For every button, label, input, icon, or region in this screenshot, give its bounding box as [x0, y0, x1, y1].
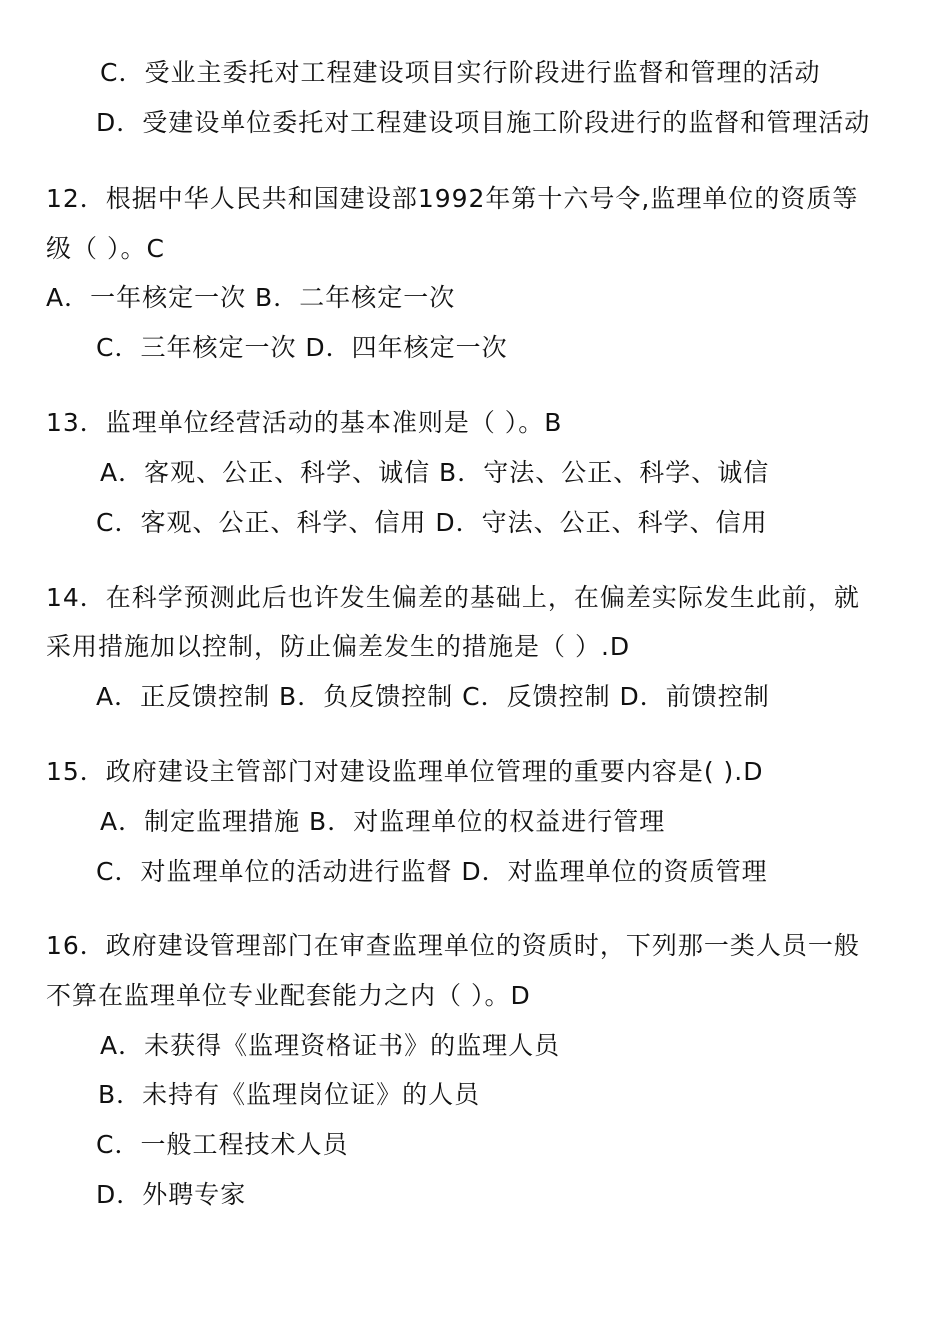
option-line: C．客观、公正、科学、信用 D．守法、公正、科学、信用 — [96, 508, 768, 537]
option-line: B．未持有《监理岗位证》的人员 — [98, 1080, 481, 1109]
option-line: A．制定监理措施 B．对监理单位的权益进行管理 — [100, 807, 666, 836]
question-stem: 级（ ）。C — [46, 234, 165, 263]
option-line: D．受建设单位委托对工程建设项目施工阶段进行的监督和管理活动 — [96, 108, 871, 137]
option-line: A．一年核定一次 B．二年核定一次 — [46, 283, 456, 312]
option-line: D．外聘专家 — [96, 1180, 247, 1209]
question-stem: 13．监理单位经营活动的基本准则是（ ）。B — [46, 408, 563, 437]
option-line: A．客观、公正、科学、诚信 B．守法、公正、科学、诚信 — [100, 458, 770, 487]
question-stem: 12．根据中华人民共和国建设部1992年第十六号令,监理单位的资质等 — [46, 184, 859, 213]
question-stem: 不算在监理单位专业配套能力之内（ ）。D — [46, 981, 531, 1010]
option-line: C．受业主委托对工程建设项目实行阶段进行监督和管理的活动 — [100, 58, 821, 87]
option-line: C．三年核定一次 D．四年核定一次 — [96, 333, 508, 362]
option-line: C．对监理单位的活动进行监督 D．对监理单位的资质管理 — [96, 857, 768, 886]
question-stem: 采用措施加以控制，防止偏差发生的措施是（ ）.D — [46, 632, 631, 661]
question-stem: 14．在科学预测此后也许发生偏差的基础上，在偏差实际发生此前，就 — [46, 583, 860, 612]
question-stem: 16．政府建设管理部门在审查监理单位的资质时，下列那一类人员一般 — [46, 931, 860, 960]
option-line: C．一般工程技术人员 — [96, 1130, 349, 1159]
question-stem: 15．政府建设主管部门对建设监理单位管理的重要内容是( ).D — [46, 757, 764, 786]
option-line: A．正反馈控制 B．负反馈控制 C．反馈控制 D．前馈控制 — [96, 682, 770, 711]
option-line: A．未获得《监理资格证书》的监理人员 — [100, 1031, 561, 1060]
